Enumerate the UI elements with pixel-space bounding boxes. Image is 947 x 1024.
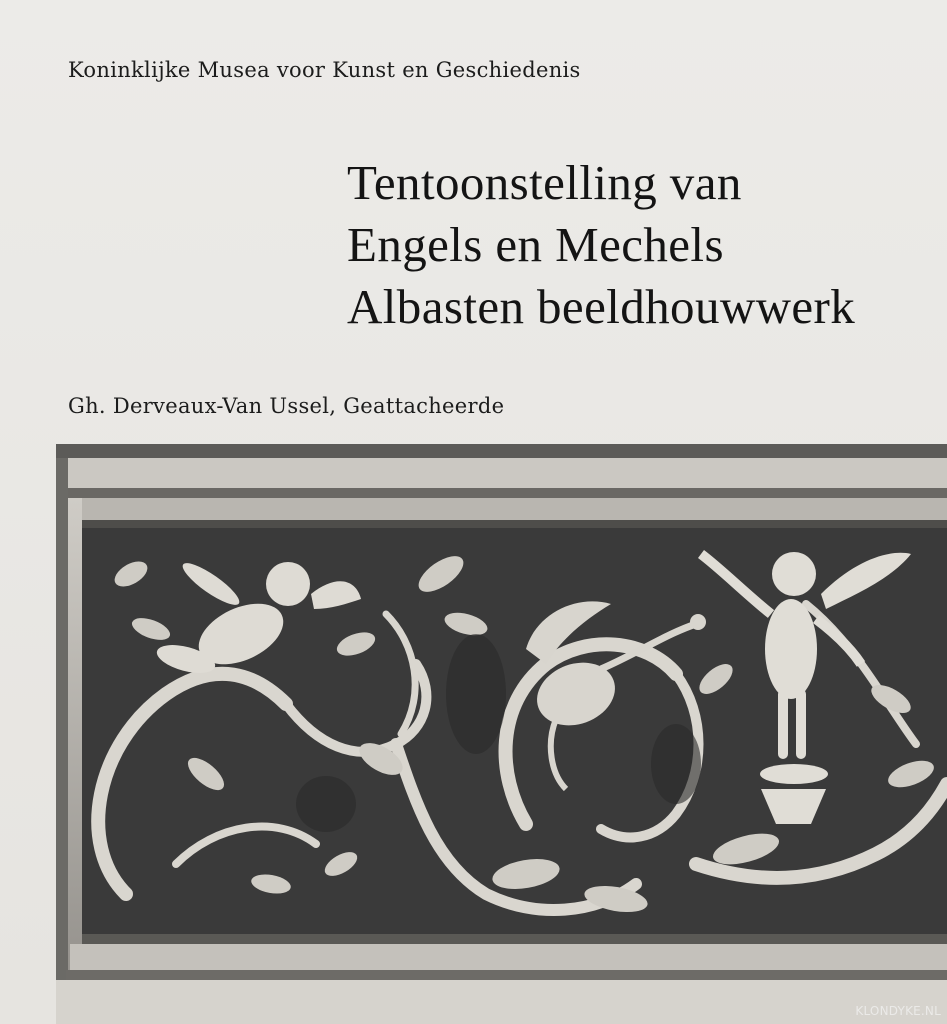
watermark: KLONDYKE.NL	[855, 1004, 941, 1018]
bottom-moulding	[56, 934, 947, 1024]
title-line-1: Tentoonstelling van	[347, 155, 742, 210]
publisher-name: Koninklijke Musea voor Kunst en Geschiedenis	[68, 58, 581, 82]
top-moulding	[56, 444, 947, 528]
title-line-2: Engels en Mechels	[347, 217, 724, 272]
title-line-3: Albasten beeldhouwwerk	[347, 279, 856, 334]
left-frame	[56, 458, 82, 1024]
book-title	[347, 152, 855, 338]
relief-photograph	[56, 444, 947, 1024]
author-line: Gh. Derveaux-Van Ussel, Geattacheerde	[68, 394, 505, 418]
relief-illustration	[56, 444, 947, 1024]
